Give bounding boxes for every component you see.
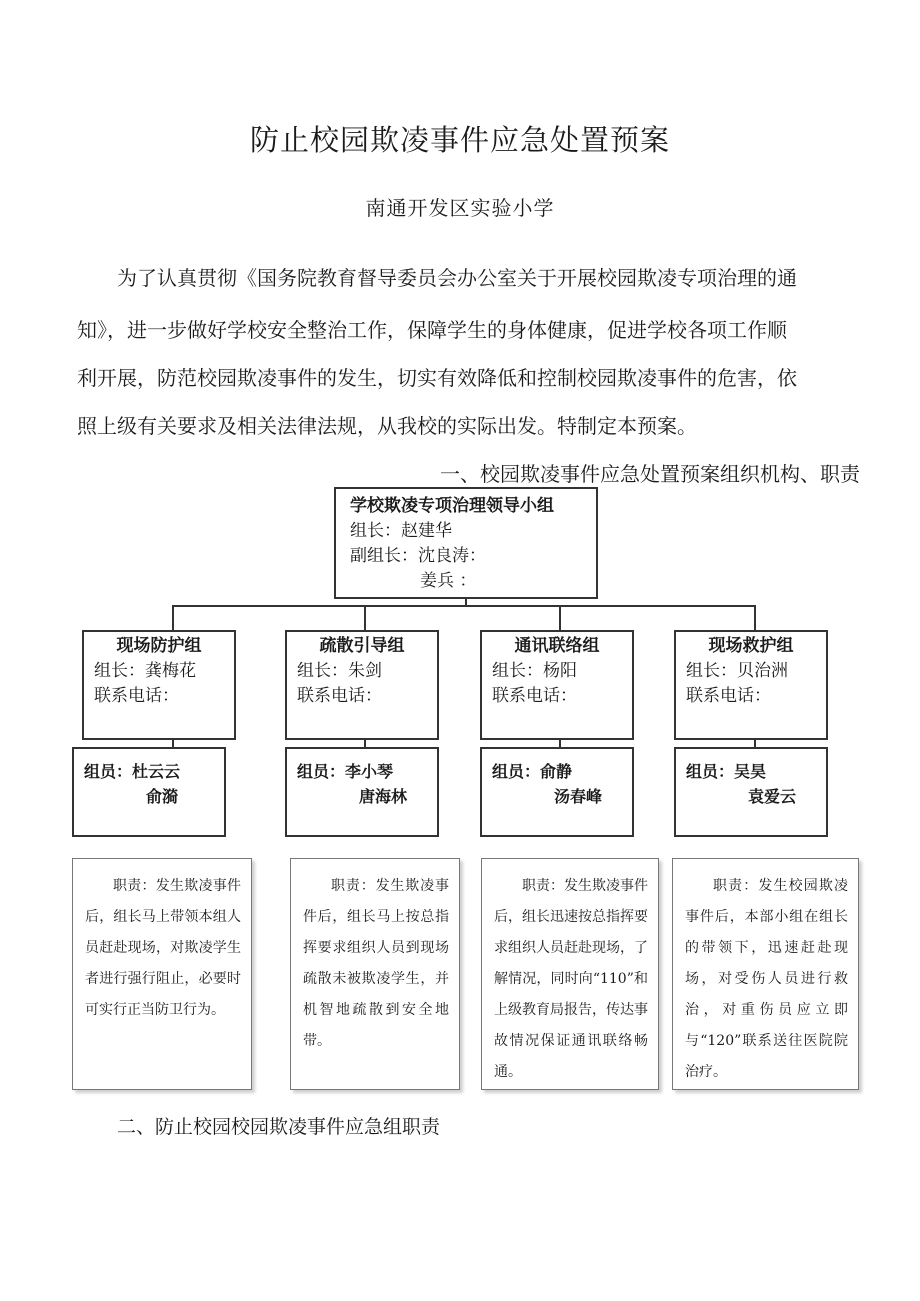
duty-text: 职责：发生欺凌事件后，组长马上带领本组人员赶赴现场，对欺凌学生者进行强行阻止，必要时可实行正当防卫行为。: [85, 878, 241, 1018]
connector: [172, 605, 756, 607]
member-line: 汤春峰: [554, 787, 603, 806]
intro-line-4: 照上级有关要求及相关法律法规，从我校的实际出发。特制定本预案。: [77, 414, 697, 438]
duty-box-communication: [481, 858, 659, 1090]
member-line: 组员：李小琴: [297, 762, 394, 781]
group-name: 现场防护组: [116, 636, 202, 656]
member-line: 组员：杜云云: [84, 762, 181, 781]
group-leader: 组长：龚梅花: [94, 661, 196, 681]
member-line: 袁爱云: [748, 787, 797, 806]
section-heading-2: 二、防止校园校园欺凌事件应急组职责: [117, 1116, 441, 1138]
duty-text: 职责：发生欺凌事件后，组长马上按总指挥要求组织人员到现场疏散未被欺凌学生，并机智地疏散到安全地带。: [303, 878, 449, 1049]
duty-box-onsite-rescue: [672, 858, 859, 1090]
group-leader: 组长：贝治洲: [686, 661, 788, 681]
group-name: 疏散引导组: [319, 636, 405, 656]
group-box-communication: [480, 630, 634, 740]
intro-line-2: 知》，进一步做好学校安全整治工作，保障学生的身体健康，促进学校各项工作顺: [77, 318, 787, 342]
section-heading-1: 一、校园欺凌事件应急处置预案组织机构、职责: [440, 462, 860, 486]
intro-line-1: 为了认真贯彻《国务院教育督导委员会办公室关于开展校园欺凌专项治理的通: [117, 266, 797, 290]
group-phone: 联系电话：: [94, 686, 179, 706]
leadership-group-leader: 组长：赵建华: [350, 521, 452, 541]
duty-text: 职责：发生欺凌事件后，组长迅速按总指挥要求组织人员赶赴现场，了解情况，同时向“110”和上级教育局报告，传达事故情况保证通讯联络畅通。: [494, 878, 648, 1080]
group-box-evacuation: [285, 630, 439, 740]
intro-line-3: 利开展，防范校园欺凌事件的发生，切实有效降低和控制校园欺凌事件的危害，依: [77, 366, 797, 390]
group-leader: 组长：朱剑: [297, 661, 382, 681]
members-box-communication: [480, 747, 634, 837]
members-box-onsite-protection: [72, 747, 226, 837]
leadership-group-name: 学校欺凌专项治理领导小组: [350, 496, 554, 516]
duty-box-onsite-protection: [72, 858, 252, 1090]
group-phone: 联系电话：: [297, 686, 382, 706]
connector: [754, 605, 756, 631]
group-phone: 联系电话：: [686, 686, 771, 706]
group-name: 现场救护组: [708, 636, 794, 656]
leadership-group-deputy-2: 姜兵 ：: [420, 571, 477, 591]
member-line: 俞漪: [146, 787, 179, 806]
connector: [172, 605, 174, 631]
connector: [364, 605, 366, 631]
members-box-onsite-rescue: [674, 747, 828, 837]
leadership-group-box: [334, 487, 598, 599]
duty-box-evacuation: [290, 858, 460, 1090]
group-name: 通讯联络组: [514, 636, 600, 656]
leadership-group-deputy: 副组长：沈良涛：: [350, 546, 486, 566]
group-leader: 组长：杨阳: [492, 661, 577, 681]
member-line: 唐海林: [359, 787, 408, 806]
duty-text: 职责：发生校园欺凌事件后，本部小组在组长的带领下，迅速赶赴现场，对受伤人员进行救治，对重伤员应立即与“120”联系送往医院院治疗。: [685, 878, 848, 1080]
connector: [559, 605, 561, 631]
member-line: 组员：俞静: [492, 762, 573, 781]
school-name: 南通开发区实验小学: [365, 196, 555, 220]
group-box-onsite-protection: [82, 630, 236, 740]
group-box-onsite-rescue: [674, 630, 828, 740]
group-phone: 联系电话：: [492, 686, 577, 706]
member-line: 组员：吴昊: [686, 762, 767, 781]
page-title: 防止校园欺凌事件应急处置预案: [249, 123, 670, 157]
members-box-evacuation: [285, 747, 439, 837]
